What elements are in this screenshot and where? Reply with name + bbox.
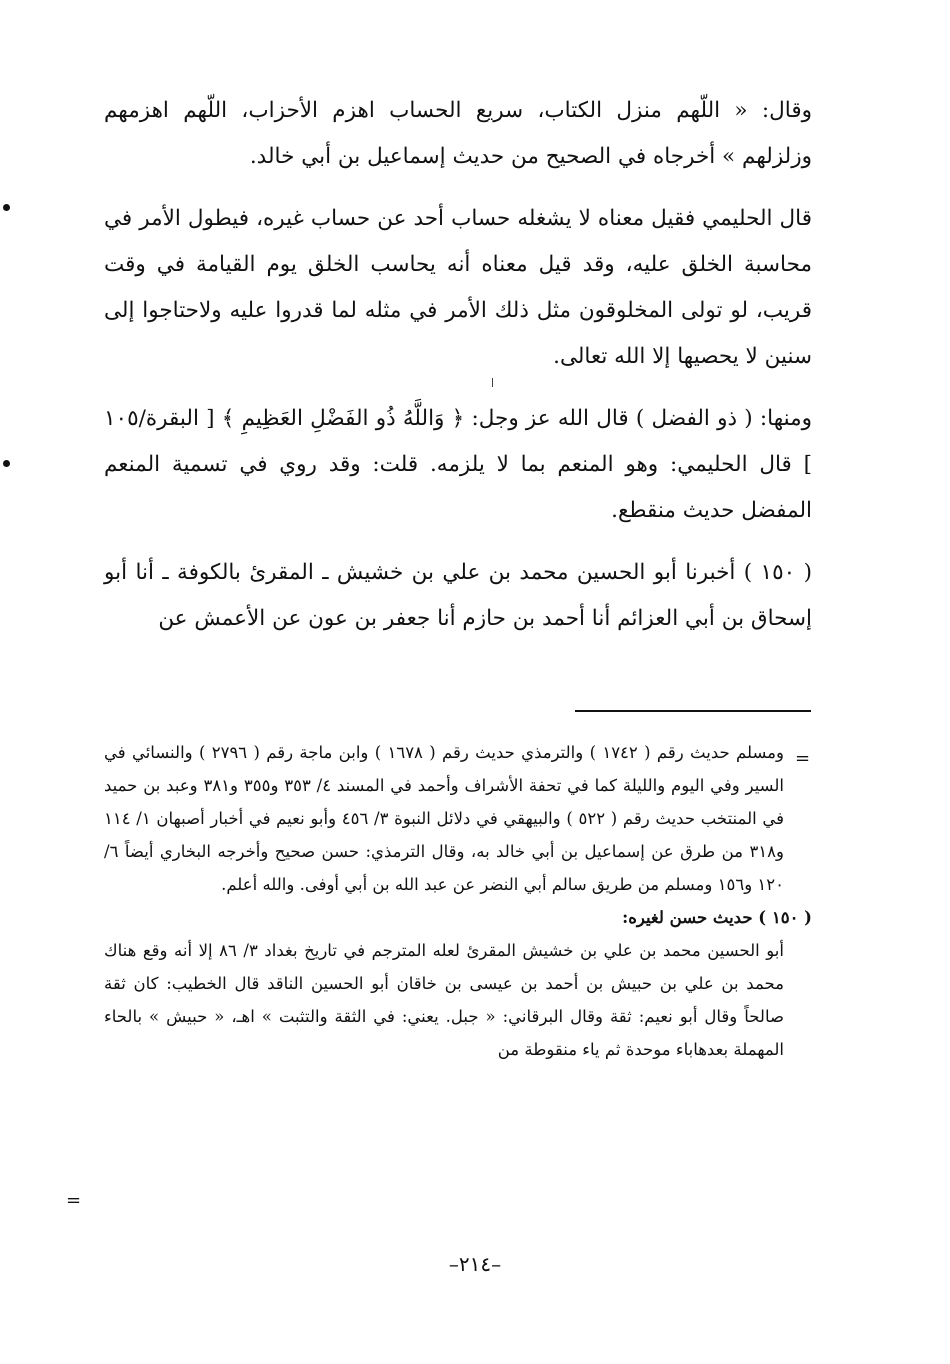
page-number: –٢١٤– (448, 1252, 502, 1276)
paragraph-1: وقال: « اللّهم منزل الكتاب، سريع الحساب اهزم الأحزاب، اللّهم اهزمهم وزلزلهم » أخرجاه في الصحيح من حديث إسماعيل بن أبي خالد. (104, 98, 812, 169)
footnote-heading: ( ١٥٠ ) حديث حسن لغيره: (622, 908, 812, 927)
paragraph-3: ومنها: ( ذو الفضل ) قال الله عز وجل: ﴿ وَاللَّهُ ذُو الفَضْلِ العَظِيمِ ﴾ [ البقرة/١٠٥ ] قال الحليمي: وهو المنعم بما لا يلزمه. قلت: وقد روي في تسمية المنعم المفضل حديث منقطع. (104, 406, 812, 523)
main-text (104, 88, 812, 658)
scan-speck (492, 378, 493, 387)
scan-speck (3, 204, 10, 211)
footnote-continues-mark: = (66, 1190, 82, 1211)
scan-speck (3, 460, 10, 467)
footnote-text: أبو الحسين محمد بن علي بن خشيش المقرئ لعله المترجم في تاريخ بغداد ٣/ ٨٦ إلا أنه وقع هناك محمد بن علي بن حبيش بن أحمد بن عيسى بن خاقان أبو الحسين الناقد قال الخطيب: كان ثقة صالحاً وقال أبو نعيم: ثقة وقال البرقاني: « جبل. يعني: في الثقة والتثبت » اهـ، « حبيش » بالحاء المهملة بعدهاباء موحدة ثم ياء منقوطة من (104, 941, 784, 1059)
paragraph-4: ( ١٥٠ ) أخبرنا أبو الحسين محمد بن علي بن خشيش ـ المقرئ بالكوفة ـ أنا أبو إسحاق بن أبي العزائم أنا أحمد بن حازم أنا جعفر بن عون عن الأعمش عن (104, 560, 812, 631)
paragraph-2: قال الحليمي فقيل معناه لا يشغله حساب أحد عن حساب غيره، فيطول الأمر في محاسبة الخلق عليه، وقد قيل معناه أنه يحاسب الخلق يوم القيامة في وقت قريب، لو تولى المخلوقون مثل ذلك الأمر في مثله لما قدروا عليه ولاحتاجوا إلى سنين لا يحصيها إلا الله تعالى. (104, 206, 812, 369)
footnote-continued-mark: = (795, 748, 811, 769)
footnotes (104, 736, 812, 1066)
footnote-separator (575, 710, 811, 712)
footnote-continuation: ومسلم حديث رقم ( ١٧٤٢ ) والترمذي حديث رقم ( ١٦٧٨ ) وابن ماجة رقم ( ٢٧٩٦ ) والنسائي في السير وفي اليوم والليلة كما في تحفة الأشراف وأحمد في المسند ٤/ ٣٥٣ و٣٥٥ و٣٨١ وعبد بن حميد في المنتخب حديث رقم ( ٥٢٢ ) والبيهقي في دلائل النبوة ٣/ ٤٥٦ وأبو نعيم في أخبار أصبهان ١/ ١١٤ و٣١٨ من طرق عن إسماعيل بن أبي خالد به، وقال الترمذي: حسن صحيح وأخرجه البخاري أيضاً ٦/ ١٢٠ و١٥٦ ومسلم من طريق سالم أبي النضر عن عبد الله بن أبي أوفى. والله أعلم. (104, 743, 785, 894)
